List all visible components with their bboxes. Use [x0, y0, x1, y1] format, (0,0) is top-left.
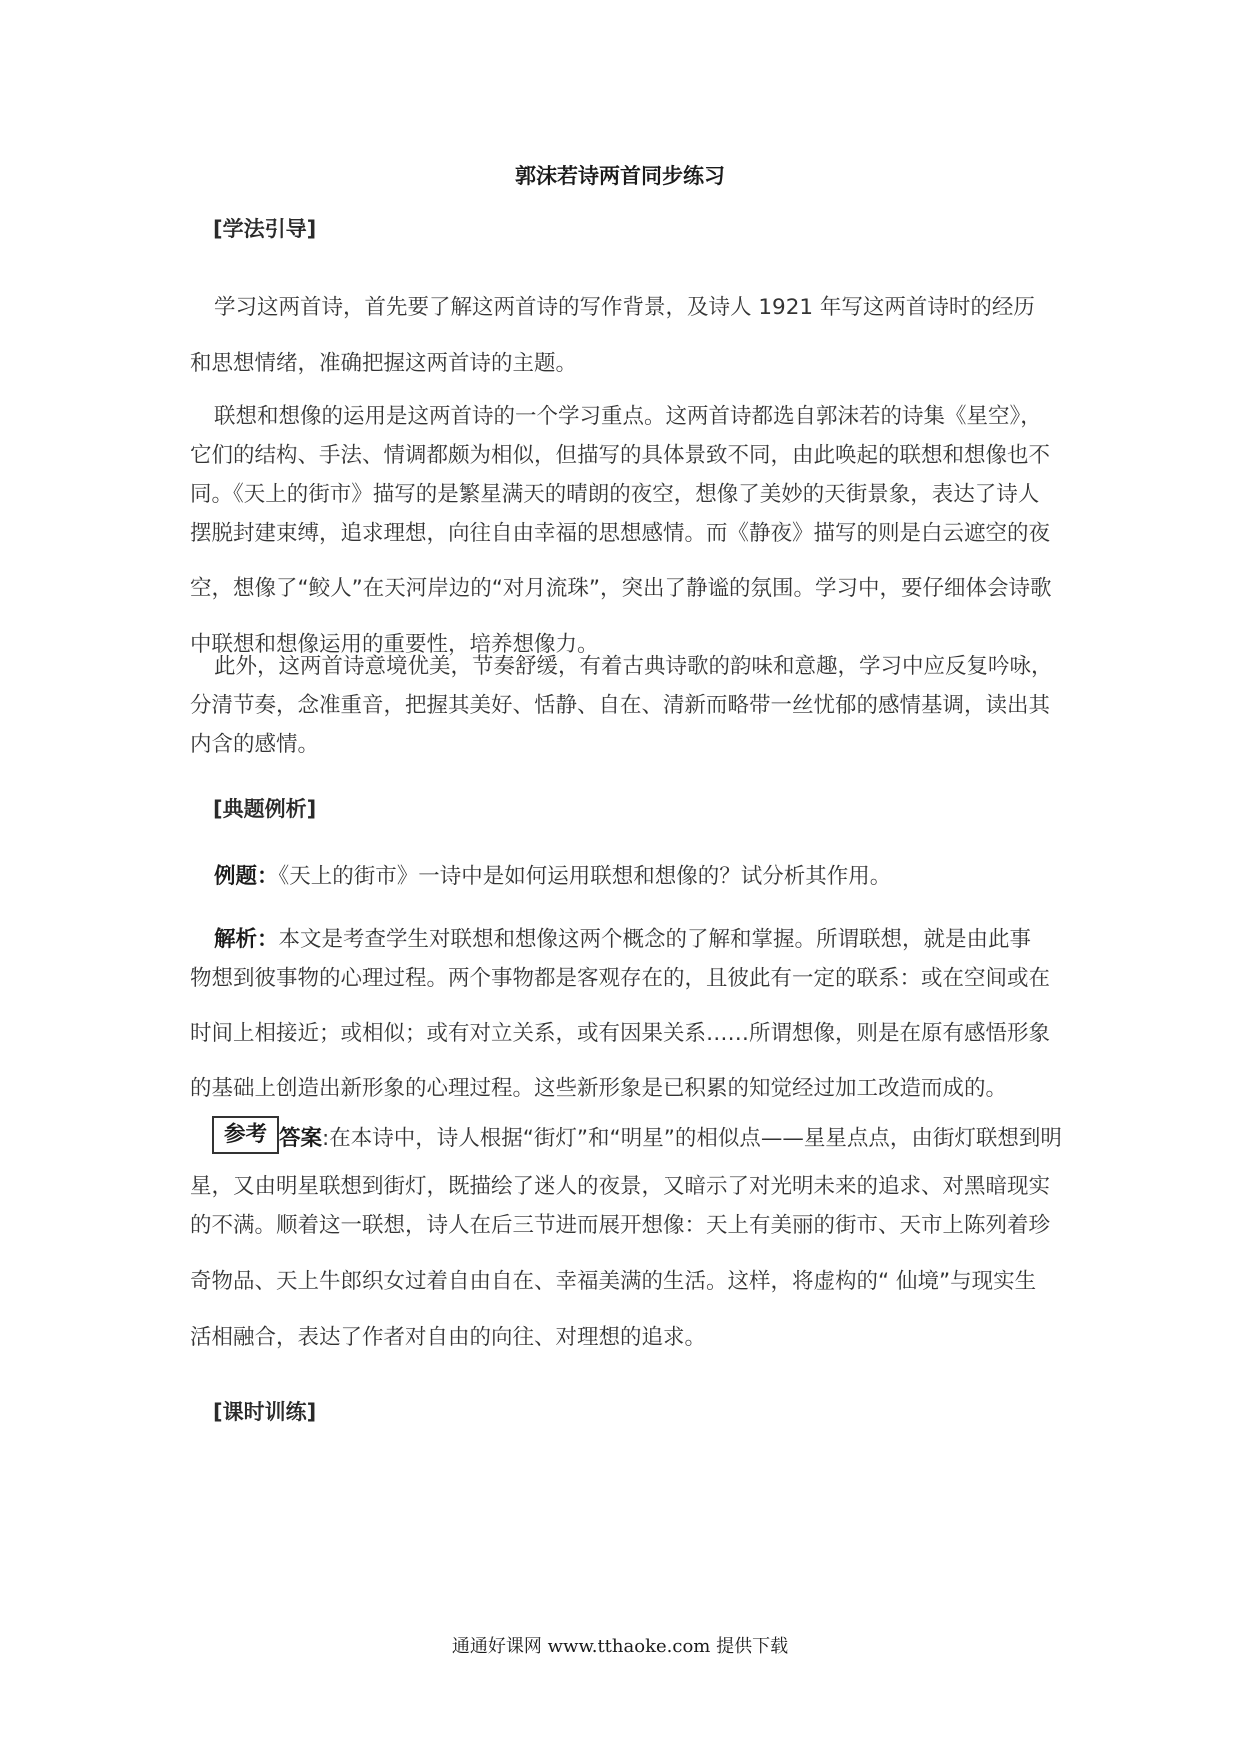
text-line: 奇物品、天上牛郎织女过着自由自在、幸福美满的生活。这样，将虚构的“ 仙境”与现实生	[190, 1269, 1037, 1294]
text-line: 联想和想像的运用是这两首诗的一个学习重点。这两首诗都选自郭沫若的诗集《星空》，	[214, 404, 1042, 429]
example-analysis	[190, 928, 1060, 1101]
text-line: :在本诗中，诗人根据“街灯”和“明星”的相似点——星星点点，由街灯联想到明	[322, 1126, 1062, 1151]
text-line: 本文是考查学生对联想和想像这两个概念的了解和掌握。所谓联想，就是由此事	[278, 927, 1032, 952]
question-text: 《天上的街市》一诗中是如何运用联想和想像的？试分析其作用。	[278, 864, 892, 889]
text-line: 活相融合，表达了作者对自由的向往、对理想的追求。	[190, 1325, 707, 1350]
guide-paragraph-3	[190, 655, 1060, 757]
analysis-label: 解析：	[214, 927, 279, 952]
question-label: 例题：	[214, 864, 279, 889]
page-footer: 通通好课网 www.tthaoke.com 提供下载	[451, 1636, 789, 1657]
text-line: 学习这两首诗，首先要了解这两首诗的写作背景，及诗人 1921 年写这两首诗时的经历	[214, 295, 1035, 320]
section-heading-guide: [学法引导]	[213, 217, 317, 241]
analysis-first-line	[190, 928, 1060, 952]
text-line: 同。《天上的街市》描写的是繁星满天的晴朗的夜空，想像了美妙的天街景象，表达了诗人	[190, 482, 1040, 507]
example-answer	[190, 1120, 1060, 1350]
text-line: 摆脱封建束缚，追求理想，向往自由幸福的思想感情。而《静夜》描写的则是白云遮空的夜	[190, 521, 1051, 546]
text-line: 内含的感情。	[190, 732, 320, 757]
text-line: 时间上相接近；或相似；或有对立关系，或有因果关系……所谓想像，则是在原有感悟形象	[190, 1021, 1051, 1046]
guide-paragraph-1	[190, 296, 1060, 376]
text-line: 星，又由明星联想到街灯，既描绘了迷人的夜景，又暗示了对光明未来的追求、对黑暗现实	[190, 1174, 1051, 1199]
example-question	[190, 865, 1060, 889]
text-line: 的不满。顺着这一联想，诗人在后三节进而展开想像：天上有美丽的街市、天市上陈列着珍	[190, 1213, 1051, 1238]
text-line: 物想到彼事物的心理过程。两个事物都是客观存在的，且彼此有一定的联系：或在空间或在	[190, 966, 1051, 991]
text-line: 空，想像了“鲛人”在天河岸边的“对月流珠”，突出了静谧的氛围。学习中，要仔细体会诗歌	[190, 576, 1052, 601]
document-title: 郭沫若诗两首同步练习	[515, 164, 725, 188]
text-line: 分清节奏，念准重音，把握其美好、恬静、自在、清新而略带一丝忧郁的感情基调，读出其	[190, 693, 1051, 718]
reference-box-label: 参考	[212, 1116, 279, 1154]
question-line	[190, 865, 1060, 889]
answer-label: 答案	[279, 1126, 323, 1151]
text-line: 的基础上创造出新形象的心理过程。这些新形象是已积累的知觉经过加工改造而成的。	[190, 1076, 1008, 1101]
text-line: 中联想和想像运用的重要性，培养想像力。	[190, 632, 599, 657]
text-line: 此外，这两首诗意境优美，节奏舒缓，有着古典诗歌的韵味和意趣，学习中应反复吟咏，	[214, 654, 1053, 679]
answer-first-line	[190, 1120, 1062, 1151]
text-line: 和思想情绪，准确把握这两首诗的主题。	[190, 351, 578, 376]
section-heading-training: [课时训练]	[213, 1400, 317, 1424]
text-line: 它们的结构、手法、情调都颇为相似，但描写的具体景致不同，由此唤起的联想和想像也不	[190, 443, 1051, 468]
guide-paragraph-2	[190, 405, 1060, 657]
section-heading-example: [典题例析]	[213, 797, 317, 821]
